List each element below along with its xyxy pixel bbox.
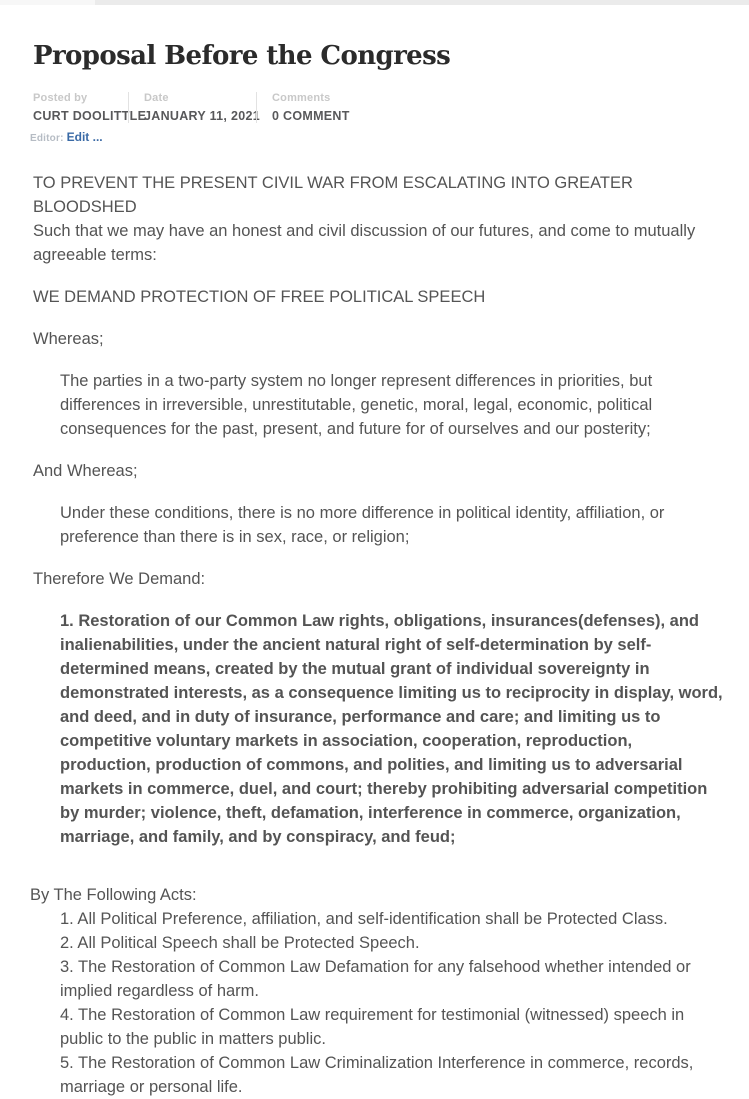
intro-line-2: Such that we may have an honest and civil discussion of our futures, and come to mutually agreeable terms: — [33, 221, 696, 264]
post-body — [30, 171, 725, 1099]
acts-heading: By The Following Acts: — [30, 885, 197, 904]
act-item-3: 3. The Restoration of Common Law Defamation for any falsehood whether intended or implied regardless of harm. — [60, 957, 691, 1000]
whereas-label: Whereas; — [33, 329, 104, 348]
posted-by-label: Posted by — [33, 91, 88, 104]
demand-heading: WE DEMAND PROTECTION OF FREE POLITICAL SPEECH — [33, 287, 486, 306]
therefore-label: Therefore We Demand: — [33, 569, 206, 588]
meta-date — [128, 91, 260, 123]
editor-line — [30, 130, 725, 144]
and-whereas-text: Under these conditions, there is no more difference in political identity, affiliation, or preference than there is in sex, race, or religion; — [60, 503, 665, 546]
meta-comments — [256, 92, 368, 123]
comments-label: Comments — [272, 91, 331, 104]
comments-count: 0 COMMENT — [272, 108, 350, 123]
intro-line-1: TO PREVENT THE PRESENT CIVIL WAR FROM ESCALATING INTO GREATER BLOODSHED — [33, 173, 633, 216]
edit-link[interactable]: Edit ... — [66, 129, 103, 144]
and-whereas-label: And Whereas; — [33, 461, 138, 480]
act-item-4: 4. The Restoration of Common Law requirement for testimonial (witnessed) speech in public to the public in matters public. — [60, 1005, 685, 1048]
post-date: JANUARY 11, 2021 — [144, 108, 260, 123]
post-meta — [33, 92, 725, 123]
whereas-text: The parties in a two-party system no longer represent differences in priorities, but differences in irreversible, unrestitutable, genetic, moral, legal, economic, political consequences for the past, present, and future for of ourselves and our posterity; — [60, 371, 653, 438]
top-chrome-strip-left — [0, 0, 95, 5]
act-item-2: 2. All Political Speech shall be Protected Speech. — [60, 933, 420, 952]
top-chrome-strip — [0, 0, 749, 5]
author-name: CURT DOOLITTLE — [33, 108, 147, 123]
meta-author — [33, 91, 147, 123]
date-label: Date — [144, 91, 169, 104]
act-item-1: 1. All Political Preference, affiliation, and self-identification shall be Protected Class. — [60, 909, 668, 928]
editor-label: Editor: — [30, 132, 64, 144]
demand-paragraph-1: 1. Restoration of our Common Law rights, obligations, insurances(defenses), and inalienabilities, under the ancient natural right of self-determination by self-determined means, created by the mutual grant of individual sovereignty in demonstrated interests, as a consequence limiting us to reciprocity in display, word, and deed, and in duty of insurance, performance and care; and limiting us to competitive voluntary markets in association, cooperation, reproduction, production, production of commons, and polities, and limiting us to adversarial markets in commerce, duel, and court; thereby prohibiting adversarial competition by murder; violence, theft, defamation, interference in commerce, organization, marriage, and family, and by conspiracy, and feud; — [60, 611, 723, 846]
post-page — [0, 42, 749, 1099]
page-title: Proposal Before the Congress — [33, 41, 451, 71]
act-item-5: 5. The Restoration of Common Law Criminalization Interference in commerce, records, marriage or personal life. — [60, 1053, 694, 1096]
